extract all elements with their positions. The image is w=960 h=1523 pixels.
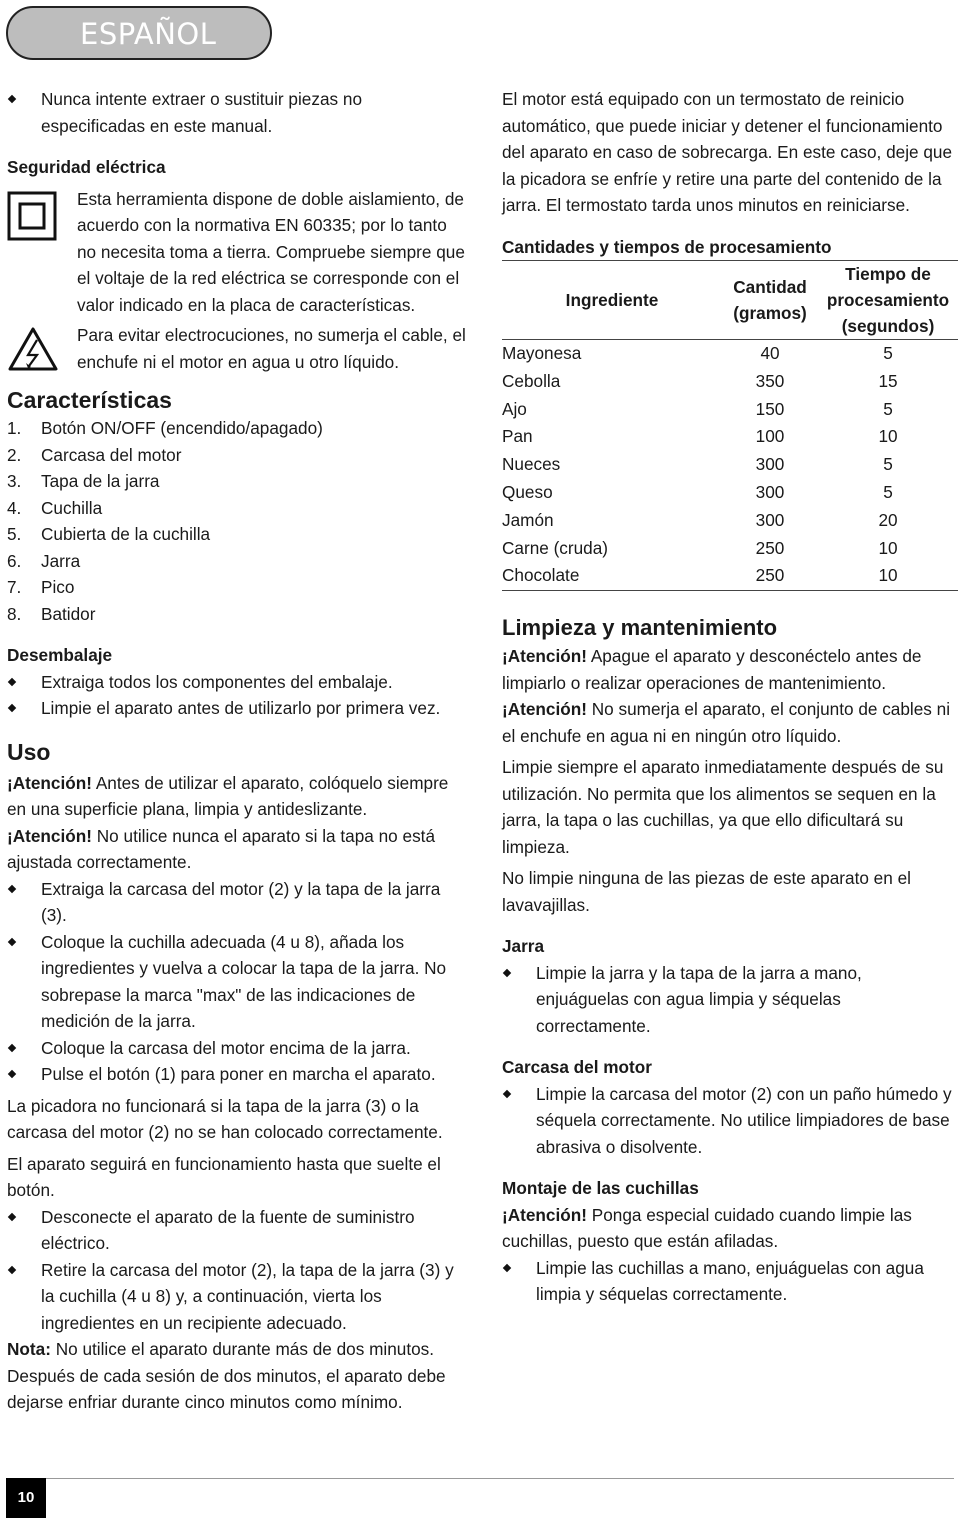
- list-item: Limpie la jarra y la tapa de la jarra a mano, enjuáguelas con agua limpia y séquelas correctamente.: [502, 960, 958, 1040]
- cleaning-paragraph-2: No limpie ninguna de las piezas de este aparato en el lavavajillas.: [502, 868, 911, 915]
- electric-safety-title: Seguridad eléctrica: [7, 157, 166, 177]
- cleaning-paragraph-1: Limpie siempre el aparato inmediatamente después de su utilización. No permita que los alimentos se sequen en la jarra, la tapa o las cuchillas, ya que ello dificultará su limpieza.: [502, 757, 944, 857]
- cleaning-warning-1: ¡Atención! Apague el aparato y desconéctelo antes de limpiarlo o realizar operaciones de mantenimiento.: [502, 646, 922, 693]
- list-item: Limpie la carcasa del motor (2) con un paño húmedo y séquela correctamente. No utilice limpiadores de base abrasiva o disolvente.: [502, 1081, 958, 1161]
- intro-bullet: Nunca intente extraer o sustituir piezas no especificadas en este manual.: [7, 86, 467, 139]
- use-warning-2: ¡Atención! No utilice nunca el aparato si la tapa no está ajustada correctamente.: [7, 825, 436, 872]
- list-item: 1. Botón ON/OFF (encendido/apagado): [7, 418, 323, 438]
- double-insulation-icon: [7, 191, 63, 247]
- list-item: Limpie el aparato antes de utilizarlo por primera vez.: [7, 695, 467, 722]
- list-item: 4. Cuchilla: [7, 497, 103, 518]
- list-item: 3. Tapa de la jarra: [7, 471, 160, 491]
- language-label: ESPAÑOL: [80, 17, 217, 51]
- use-title: Uso: [7, 738, 51, 765]
- motor-housing-title: Carcasa del motor: [502, 1057, 652, 1078]
- cleaning-warning-2: ¡Atención! No sumerja el aparato, el conjunto de cables ni el enchufe en agua ni en ningún otro líquido.: [502, 699, 951, 746]
- list-item: Coloque la cuchilla adecuada (4 u 8), añada los ingredientes y vuelva a colocar la tapa de la jarra. No sobrepase la marca "max" de las indicaciones de medición de la jarra.: [7, 929, 467, 1035]
- features-title: Características: [7, 387, 172, 413]
- electric-safety-text: Esta herramienta dispone de doble aislamiento, de acuerdo con la normativa EN 60335; por lo tanto no necesita toma a tierra. Compruebe siempre que el voltaje de la red eléctrica se corresponde con el valor indicado en la placa de características.: [77, 188, 465, 315]
- quantities-table: [502, 260, 958, 591]
- table-row: Pan 100 10: [502, 426, 898, 447]
- table-row: Nueces 300 5: [502, 454, 893, 475]
- right-column: [502, 86, 958, 1308]
- table-row: Carne (cruda) 250 10: [502, 537, 898, 558]
- motor-thermostat-text: El motor está equipado con un termostato de reinicio automático, que puede iniciar y detener el funcionamiento del aparato en caso de sobrecarga. En este caso, deje que la picadora se enfríe y retire una parte del contenido de la jarra. El termostato tarda unos minutos en reiniciarse.: [502, 89, 953, 215]
- table-row: Mayonesa 40 5: [502, 343, 893, 363]
- use-warning-1: ¡Atención! Antes de utilizar el aparato, colóquelo siempre en una superficie plana, limpia y antideslizante.: [7, 772, 449, 819]
- use-paragraph-2: El aparato seguirá en funcionamiento hasta que suelte el botón.: [7, 1153, 441, 1200]
- table-row: Chocolate 250 10: [502, 562, 958, 590]
- left-column: [7, 86, 467, 1416]
- table-title: Cantidades y tiempos de procesamiento: [502, 236, 832, 257]
- shock-warning-text: Para evitar electrocuciones, no sumerja el cable, el enchufe ni el motor en agua u otro líquido.: [77, 325, 466, 372]
- list-item: 2. Carcasa del motor: [7, 444, 182, 465]
- language-tab: [6, 6, 272, 60]
- column-header: Ingrediente: [565, 290, 659, 310]
- list-item: 8. Batidor: [7, 603, 96, 624]
- blades-warning: ¡Atención! Ponga especial cuidado cuando limpie las cuchillas, puesto que están afiladas.: [502, 1204, 912, 1252]
- list-item: Retire la carcasa del motor (2), la tapa de la jarra (3) y la cuchilla (4 u 8) y, a continuación, vierta los ingredientes en un recipiente adecuado.: [7, 1257, 467, 1337]
- footer-divider: [46, 1478, 954, 1479]
- page-number: 10: [6, 1478, 46, 1518]
- list-item: Limpie las cuchillas a mano, enjuáguelas con agua limpia y séquelas correctamente.: [502, 1255, 958, 1308]
- column-header: Cantidad (gramos): [733, 277, 807, 323]
- features-list: [7, 415, 467, 627]
- column-header: Tiempo de procesamiento (segundos): [826, 264, 950, 336]
- list-item: 7. Pico: [7, 577, 75, 597]
- electric-hazard-icon: [7, 326, 59, 372]
- note: Nota: No utilice el aparato durante más de dos minutos. Después de cada sesión de dos minutos, el aparato debe dejarse enfriar durante cinco minutos como mínimo.: [7, 1339, 446, 1412]
- use-paragraph-1: La picadora no funcionará si la tapa de la jarra (3) o la carcasa del motor (2) no se han colocado correctamente.: [7, 1095, 443, 1142]
- cleaning-title: Limpieza y mantenimiento: [502, 615, 778, 641]
- table-row: Cebolla 350 15: [502, 370, 898, 391]
- list-item: Coloque la carcasa del motor encima de la jarra.: [7, 1035, 467, 1062]
- list-item: Desconecte el aparato de la fuente de suministro eléctrico.: [7, 1204, 467, 1257]
- table-row: Ajo 150 5: [502, 398, 893, 419]
- table-row: Jamón 300 20: [502, 509, 898, 530]
- list-item: Extraiga todos los componentes del embalaje.: [7, 669, 467, 696]
- list-item: 6. Jarra: [7, 550, 81, 571]
- blades-title: Montaje de las cuchillas: [502, 1178, 699, 1199]
- list-item: 5. Cubierta de la cuchilla: [7, 524, 211, 544]
- jar-title: Jarra: [502, 936, 545, 957]
- table-row: Queso 300 5: [502, 481, 893, 502]
- list-item: Pulse el botón (1) para poner en marcha el aparato.: [7, 1061, 467, 1088]
- unpacking-title: Desembalaje: [7, 645, 113, 665]
- list-item: Extraiga la carcasa del motor (2) y la tapa de la jarra (3).: [7, 876, 467, 929]
